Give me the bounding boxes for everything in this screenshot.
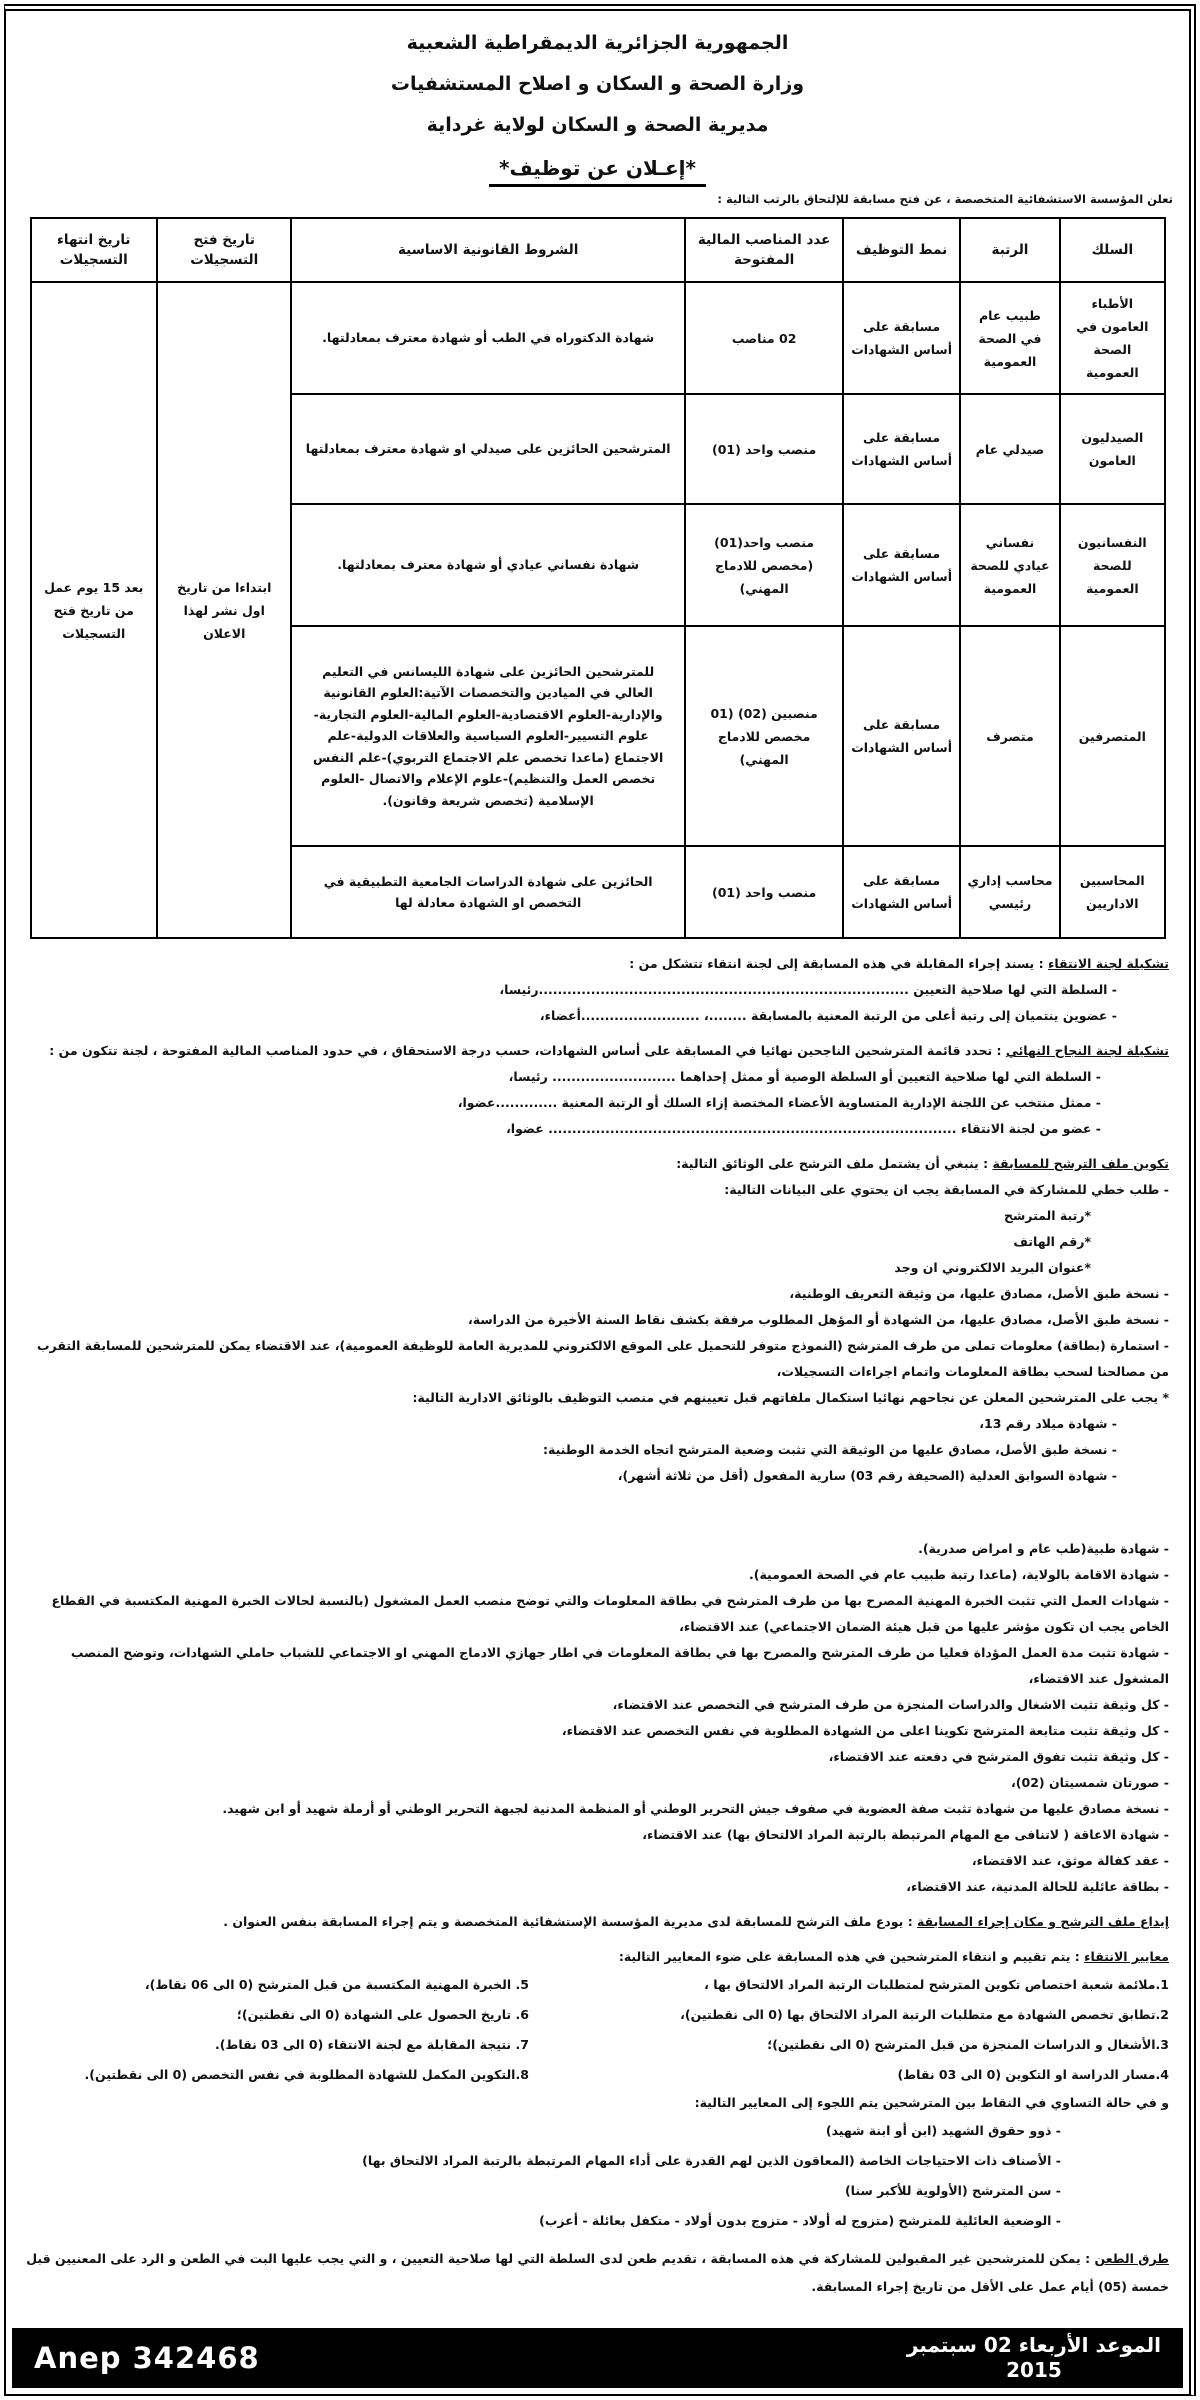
open-date-cell: ابتداءا من تاريخ اول نشر لهذا الاعلان [157, 282, 291, 938]
list-item: - الوضعية العائلية للمترشح (متزوج له أولاد - متزوج بدون أولاد - متكفل بعائلة - أعزب) [539, 2213, 1061, 2228]
col-header-open-date: تاريخ فتح التسجيلات [157, 218, 291, 282]
rank-cell: محاسب إداري رئيسي [960, 846, 1060, 938]
section-criteria [26, 1944, 1169, 2236]
corps-cell: الصيدليون العامون [1060, 394, 1164, 504]
list-item: - السلطة التي لها صلاحية التعيين أو السلطة الوصية أو ممثل إحداهما .......................... رئيسا، [508, 1069, 1101, 1084]
section-title: تشكيلة لجنة النجاح النهائي [1005, 1043, 1169, 1058]
section-text: : ينبغي أن يشتمل ملف الترشح على الوثائق التالية: [676, 1156, 993, 1171]
col-header-conditions: الشروط القانونية الاساسية [291, 218, 684, 282]
deadline-date [907, 2333, 1161, 2383]
list-item: - عضوين ينتميان إلى رتبة أعلى من الرتبة المعنية بالمسابقة ........، .........................أعضاء، [539, 1008, 1117, 1023]
list-item: *عنوان البريد الالكتروني ان وجد [894, 1260, 1091, 1275]
document-body [6, 939, 1189, 2301]
col-header-corps: السلك [1060, 218, 1164, 282]
list-item: - صورتان شمسيتان (02)، [1011, 1775, 1169, 1790]
table-row [31, 282, 1165, 394]
deadline-date-text: الموعد الأربعاء 02 سبتمبر [906, 2333, 1161, 2357]
close-date-cell: بعد 15 يوم عمل من تاريخ فتح التسجيلات [31, 282, 158, 938]
section-final-committee [26, 1038, 1169, 1142]
list-item: *رقم الهاتف [1013, 1234, 1091, 1249]
list-item: - نسخة طبق الأصل، مصادق عليها، من الشهادة أو المؤهل المطلوب مرفقة بكشف نقاط السنة الأخيرة من الدراسة، [468, 1312, 1169, 1327]
list-item: - شهادة طبية(طب عام و امراض صدرية). [918, 1541, 1169, 1556]
col-header-close-date: تاريخ انتهاء التسجيلات [31, 218, 158, 282]
section-heading-line [26, 1038, 1169, 1064]
list-item: - شهادة تثبت مدة العمل المؤداة فعليا من طرف المترشح والمصرح بها في بطاقة المعلومات في اطار جهازي الادماج المهني او الاجتماعي للشباب حاملي الشهادات، وتوضح المنصب المشغول عند الاقتضاء، [70, 1645, 1169, 1686]
rank-cell: نفساني عيادي للصحة العمومية [960, 504, 1060, 626]
recruitment-table [30, 217, 1166, 939]
mode-cell: مسابقة على أساس الشهادات [843, 282, 959, 394]
list-item: - ذوو حقوق الشهيد (ابن أو ابنة شهيد) [825, 2123, 1061, 2138]
list-item: - الأصناف ذات الاحتياجات الخاصة (المعاقون الذين لهم القدرة على أداء المهام المرتبطة بالرتبة المراد الالتحاق بها) [362, 2153, 1061, 2168]
section-appeal [26, 2245, 1169, 2301]
list-item: - ممثل منتخب عن اللجنة الإدارية المتساوية الأعضاء المختصة إزاء السلك أو الرتبة المعنية .............عضوا، [457, 1095, 1101, 1110]
mode-cell: مسابقة على أساس الشهادات [843, 504, 959, 626]
document-header [6, 11, 1189, 187]
criteria-item: 5. الخبرة المهنية المكتسبة من قبل المترشح (0 الى 06 نقاط)، [144, 1977, 529, 1992]
criteria-item: 3.الأشغال و الدراسات المنجزة من قبل المترشح (0 الى نقطتين)؛ [767, 2037, 1169, 2052]
list-item: - شهادة الاقامة بالولاية، (ماعدا رتبة طبيب عام في الصحة العمومية). [749, 1567, 1169, 1582]
anep-reference: Anep 342468 [34, 2341, 260, 2375]
footer-bar [12, 2328, 1183, 2388]
document-page [4, 4, 1196, 2396]
list-item: - شهادات العمل التي تثبت الخبرة المهنية المصرح بها من طرف المترشح في بطاقة المعلومات والتي توضح منصب العمل المشغول (بالنسبة لحالات الخبرة المهنية المكتسبة في القطاع الخاص يجب ان تكون مؤشر عليها من قبل هيئة الضمان الاجتماعي) عند الاقتضاء، [51, 1593, 1169, 1634]
section-text: : يسند إجراء المقابلة في هذه المسابقة إلى لجنة انتقاء تتشكل من : [629, 956, 1048, 971]
list-item: - نسخة طبق الأصل، مصادق عليها، من وثيقة التعريف الوطنية، [789, 1286, 1169, 1301]
conditions-cell: للمترشحين الحائزين على شهادة الليسانس في التعليم العالي في الميادين والتخصصات الآتية:العلوم القانونية والإدارية-العلوم الاقتصادية-العلوم المالية-العلوم التجارية-علوم التسيير-العلوم السياسية والعلاقات الدولية-علم الاجتماع (ماعدا تخصص علم الاجتماع التربوي)-علم النفس تخصص العمل والتنظيم)-علوم الإعلام والاتصال -العلوم الإسلامية (تخصص شريعة وقانون). [291, 626, 684, 846]
table-header-row [31, 218, 1165, 282]
criteria-item: 2.تطابق تخصص الشهادة مع متطلبات الرتبة المراد الالتحاق بها (0 الى نقطتين)، [680, 2007, 1169, 2022]
intro-line: تعلن المؤسسة الاستشفائية المتخصصة ، عن فتح مسابقة للإلتحاق بالرتب التالية : [717, 192, 1173, 206]
mode-cell: مسابقة على أساس الشهادات [843, 626, 959, 846]
criteria-columns [26, 1970, 1169, 2090]
col-header-positions: عدد المناصب المالية المفتوحة [685, 218, 844, 282]
criteria-item: 7. نتيجة المقابلة مع لجنة الانتقاء (0 الى 03 نقاط). [214, 2037, 529, 2052]
section-title: تشكيلة لجنة الانتقاء [1047, 956, 1169, 971]
list-item: - نسخة طبق الأصل، مصادق عليها من الوثيقة التي تثبت وضعية المترشح اتجاه الخدمة الوطنية: [543, 1442, 1117, 1457]
positions-cell: منصب واحد(01) (مخصص للادماج المهني) [685, 504, 844, 626]
list-item: *رتبة المترشح [1004, 1208, 1091, 1223]
conditions-cell: شهادة نفساني عيادي أو شهادة معترف بمعادلتها. [291, 504, 684, 626]
list-item: - كل وثيقة تثبت متابعة المترشح تكوينا اعلى من الشهادة المطلوبة في نفس التخصص عند الاقتضاء، [561, 1723, 1169, 1738]
list-item: - بطاقة عائلية للحالة المدنية، عند الاقتضاء، [906, 1879, 1169, 1894]
list-item: - شهادة ميلاد رقم 13، [979, 1416, 1117, 1431]
list-item: - شهادة السوابق العدلية (الصحيفة رقم 03) سارية المفعول (أقل من ثلاثة أشهر)، [617, 1468, 1117, 1483]
section-deposit [26, 1909, 1169, 1935]
note-line: * يجب على المترشحين المعلن عن نجاحهم نهائيا استكمال ملفاتهم قبل تعيينهم في منصب التوظيف بالوثائق الادارية التالية: [412, 1390, 1169, 1405]
col-header-mode: نمط التوظيف [843, 218, 959, 282]
corps-cell: المتصرفين [1060, 626, 1164, 846]
section-selection-committee [26, 951, 1169, 1029]
ministry-line: وزارة الصحة و السكان و اصلاح المستشفيات [390, 73, 805, 95]
rank-cell: صيدلي عام [960, 394, 1060, 504]
list-item: - شهادة الاعاقة ( لاتنافى مع المهام المرتبطة بالرتبة المراد الالتحاق بها) عند الاقتضاء، [642, 1827, 1169, 1842]
section-heading-line [26, 1151, 1169, 1177]
corps-cell: الأطباء العامون في الصحة العمومية [1060, 282, 1164, 394]
list-item: - السلطة التي لها صلاحية التعيين ..............................................................................رئيسا، [499, 982, 1117, 997]
list-item: - طلب خطي للمشاركة في المسابقة يجب ان يحتوي على البيانات التالية: [724, 1182, 1169, 1197]
criteria-right-column [529, 1970, 1169, 2090]
criteria-item: 1.ملائمة شعبة اختصاص تكوين المترشح لمتطلبات الرتبة المراد الالتحاق بها ، [704, 1977, 1169, 1992]
section-title: طرق الطعن [1094, 2251, 1169, 2266]
deadline-year: 2015 [1006, 2358, 1062, 2382]
positions-cell: منصب واحد (01) [685, 846, 844, 938]
section-additional-documents [26, 1536, 1169, 1900]
corps-cell: المحاسبين الاداريين [1060, 846, 1164, 938]
conditions-cell: الحائزين على شهادة الدراسات الجامعية التطبيقية في التخصص او الشهادة معادلة لها [291, 846, 684, 938]
corps-cell: النفسانيون للصحة العمومية [1060, 504, 1164, 626]
section-title: تكوين ملف الترشح للمسابقة [992, 1156, 1169, 1171]
positions-cell: منصب واحد (01) [685, 394, 844, 504]
section-heading-line [26, 951, 1169, 977]
criteria-item: 6. تاريخ الحصول على الشهادة (0 الى نقطتين)؛ [236, 2007, 529, 2022]
section-text: : يودع ملف الترشح للمسابقة لدى مديرية المؤسسة الإستشفائية المتخصصة و يتم إجراء المسابقة بنفس العنوان . [223, 1914, 918, 1929]
criteria-left-column [26, 1970, 529, 2090]
conditions-cell: شهادة الدكتوراه في الطب أو شهادة معترف بمعادلتها. [291, 282, 684, 394]
list-item: - عضو من لجنة الانتقاء ...................................................................................... عضوا، [506, 1121, 1101, 1136]
section-title: معايير الانتقاء [1084, 1949, 1169, 1964]
list-item: - استمارة (بطاقة) معلومات تملى من طرف المترشح (النموذج متوفر للتحميل على الموقع الالكتروني للمديرية العامة للوظيفة العمومية)، عند الاقتضاء يمكن للمترشحين للمسابقة التقرب من مصالحنا لسحب بطاقة المعلومات واتمام اجراءات التسجيلات، [36, 1338, 1169, 1379]
tie-break-intro: و في حالة التساوي في النقاط بين المترشحين يتم اللجوء إلى المعايير التالية: [694, 2095, 1169, 2110]
positions-cell: 02 مناصب [685, 282, 844, 394]
rank-cell: طبيب عام في الصحة العمومية [960, 282, 1060, 394]
criteria-item: 4.مسار الدراسة او التكوين (0 الى 03 نقاط) [897, 2067, 1169, 2082]
list-item: - كل وثيقة تثبت تفوق المترشح في دفعته عند الاقتضاء، [828, 1749, 1169, 1764]
section-text: : تحدد قائمة المترشحين الناجحين نهائيا في المسابقة على أساس الشهادات، حسب درجة الاستحقاق ، في حدود المناصب المالية المفتوحة ، لجنة تتكون من : [49, 1043, 1006, 1058]
spacer [26, 1498, 1169, 1536]
mode-cell: مسابقة على أساس الشهادات [843, 394, 959, 504]
rank-cell: متصرف [960, 626, 1060, 846]
section-application-file [26, 1151, 1169, 1489]
list-item: - كل وثيقة تثبت الاشغال والدراسات المنجزة من طرف المترشح في التخصص عند الاقتضاء، [612, 1697, 1169, 1712]
mode-cell: مسابقة على أساس الشهادات [843, 846, 959, 938]
positions-cell: منصبين (02) (01 مخصص للادماج المهني) [685, 626, 844, 846]
page-title: *إعـلان عن توظيف* [489, 156, 706, 187]
list-item: - عقد كفالة موثق، عند الاقتضاء، [971, 1853, 1169, 1868]
republic-line: الجمهورية الجزائرية الديمقراطية الشعبية [406, 32, 789, 54]
section-text: : يتم تقييم و انتقاء المترشحين في هذه المسابقة على ضوء المعايير التالية: [618, 1949, 1085, 1964]
section-heading-line [26, 1944, 1169, 1970]
section-title: إيداع ملف الترشح و مكان إجراء المسابقة [917, 1914, 1169, 1929]
criteria-item: 8.التكوين المكمل للشهادة المطلوبة في نفس التخصص (0 الى نقطتين). [84, 2067, 529, 2082]
list-item: - نسخة مصادق عليها من شهادة تثبت صفة العضوية في صفوف جيش التحرير الوطني أو المنظمة المدنية لجبهة التحرير الوطني أو أرملة شهيد أو ابن شهيد. [222, 1801, 1169, 1816]
col-header-rank: الرتبة [960, 218, 1060, 282]
conditions-cell: المترشحين الحائزين على صيدلي او شهادة معترف بمعادلتها [291, 394, 684, 504]
list-item: - سن المترشح (الأولوية للأكبر سنا) [844, 2183, 1061, 2198]
section-text: : يمكن للمترشحين غير المقبولين للمشاركة في هذه المسابقة ، تقديم طعن لدى السلطة التي لها صلاحية التعيين ، و التي يجب عليها البت في الطعن و الرد على المعنيين قبل خمسة (05) أيام عمل على الأقل من تاريخ إجراء المسابقة. [26, 2251, 1169, 2294]
directorate-line: مديرية الصحة و السكان لولاية غرداية [426, 114, 769, 136]
